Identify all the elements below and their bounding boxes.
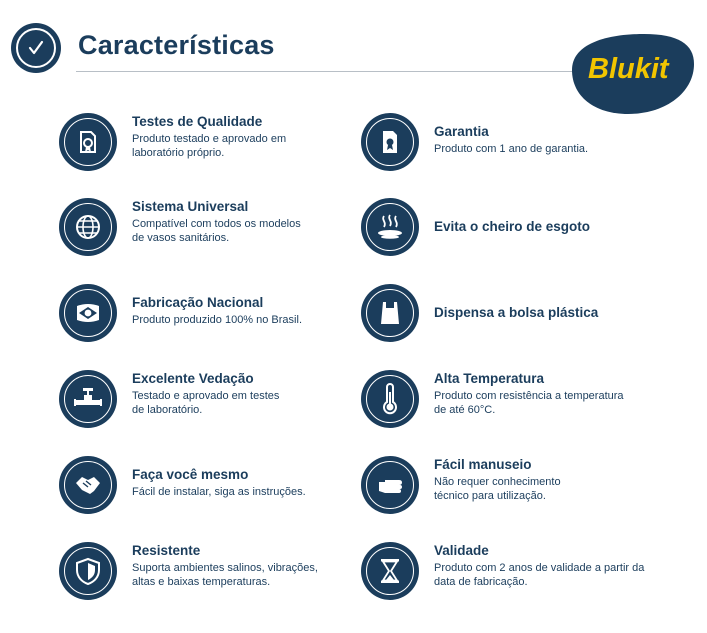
- feature-desc-line: laboratório próprio.: [132, 147, 225, 159]
- feature-desc-line: data de fabricação.: [434, 576, 528, 588]
- feature-title: Faça você mesmo: [132, 467, 249, 482]
- feature-desc-line: Testado e aprovado em testes: [132, 390, 280, 402]
- feature-title: Dispensa a bolsa plástica: [434, 305, 599, 320]
- feature-validity: [361, 542, 651, 602]
- feature-desc-line: Não requer conhecimento: [434, 476, 561, 488]
- feature-title: Fabricação Nacional: [132, 295, 264, 310]
- feature-easy-handling: [361, 456, 651, 516]
- feature-title: Fácil manuseio: [434, 457, 532, 472]
- page-title: Características: [78, 30, 275, 60]
- quality-certificate-icon: [59, 113, 117, 171]
- feature-title: Testes de Qualidade: [132, 114, 263, 129]
- feature-desc-line: Fácil de instalar, siga as instruções.: [132, 486, 306, 498]
- pipe-valve-icon: [59, 370, 117, 428]
- feature-quality-tests: [59, 113, 349, 173]
- feature-universal-system: [59, 198, 349, 258]
- checkmark-icon: [11, 23, 61, 73]
- feature-title: Alta Temperatura: [434, 371, 545, 386]
- svg-text:Blukit: Blukit: [588, 53, 669, 85]
- hourglass-icon: [361, 542, 419, 600]
- feature-excellent-sealing: [59, 370, 349, 430]
- feature-desc-line: de vasos sanitários.: [132, 232, 230, 244]
- feature-desc-line: Produto com 2 anos de validade a partir da: [434, 562, 645, 574]
- feature-no-plastic-bag: [361, 284, 651, 344]
- feature-desc-line: Produto com 1 ano de garantia.: [434, 143, 589, 155]
- thermometer-icon: [361, 370, 419, 428]
- feature-title: Garantia: [434, 124, 489, 139]
- feature-resistant: [59, 542, 349, 602]
- feature-title: Excelente Vedação: [132, 371, 254, 386]
- odor-steam-icon: [361, 198, 419, 256]
- feature-title: Resistente: [132, 543, 201, 558]
- feature-title: Evita o cheiro de esgoto: [434, 219, 591, 234]
- feature-desc-line: Produto produzido 100% no Brasil.: [132, 314, 302, 326]
- feature-desc-line: de laboratório.: [132, 404, 203, 416]
- feature-title: Validade: [434, 543, 489, 558]
- feature-national-production: [59, 284, 349, 344]
- feature-desc-line: de até 60°C.: [434, 404, 496, 416]
- feature-desc-line: Compatível com todos os modelos: [132, 218, 301, 230]
- feature-title: Sistema Universal: [132, 199, 249, 214]
- feature-desc-line: técnico para utilização.: [434, 490, 546, 502]
- feature-do-it-yourself: [59, 456, 349, 516]
- plastic-bag-icon: [361, 284, 419, 342]
- shield-icon: [59, 542, 117, 600]
- hand-icon: [361, 456, 419, 514]
- feature-desc-line: altas e baixas temperaturas.: [132, 576, 271, 588]
- warranty-document-icon: [361, 113, 419, 171]
- feature-high-temperature: [361, 370, 651, 430]
- globe-icon: [59, 198, 117, 256]
- header-divider: [76, 71, 586, 72]
- feature-desc-line: Produto testado e aprovado em: [132, 133, 287, 145]
- feature-odor-prevention: [361, 198, 651, 258]
- feature-warranty: [361, 113, 651, 173]
- feature-desc-line: Produto com resistência a temperatura: [434, 390, 624, 402]
- handshake-icon: [59, 456, 117, 514]
- feature-desc-line: Suporta ambientes salinos, vibrações,: [132, 562, 318, 574]
- brand-logo: [566, 30, 696, 116]
- brazil-flag-icon: [59, 284, 117, 342]
